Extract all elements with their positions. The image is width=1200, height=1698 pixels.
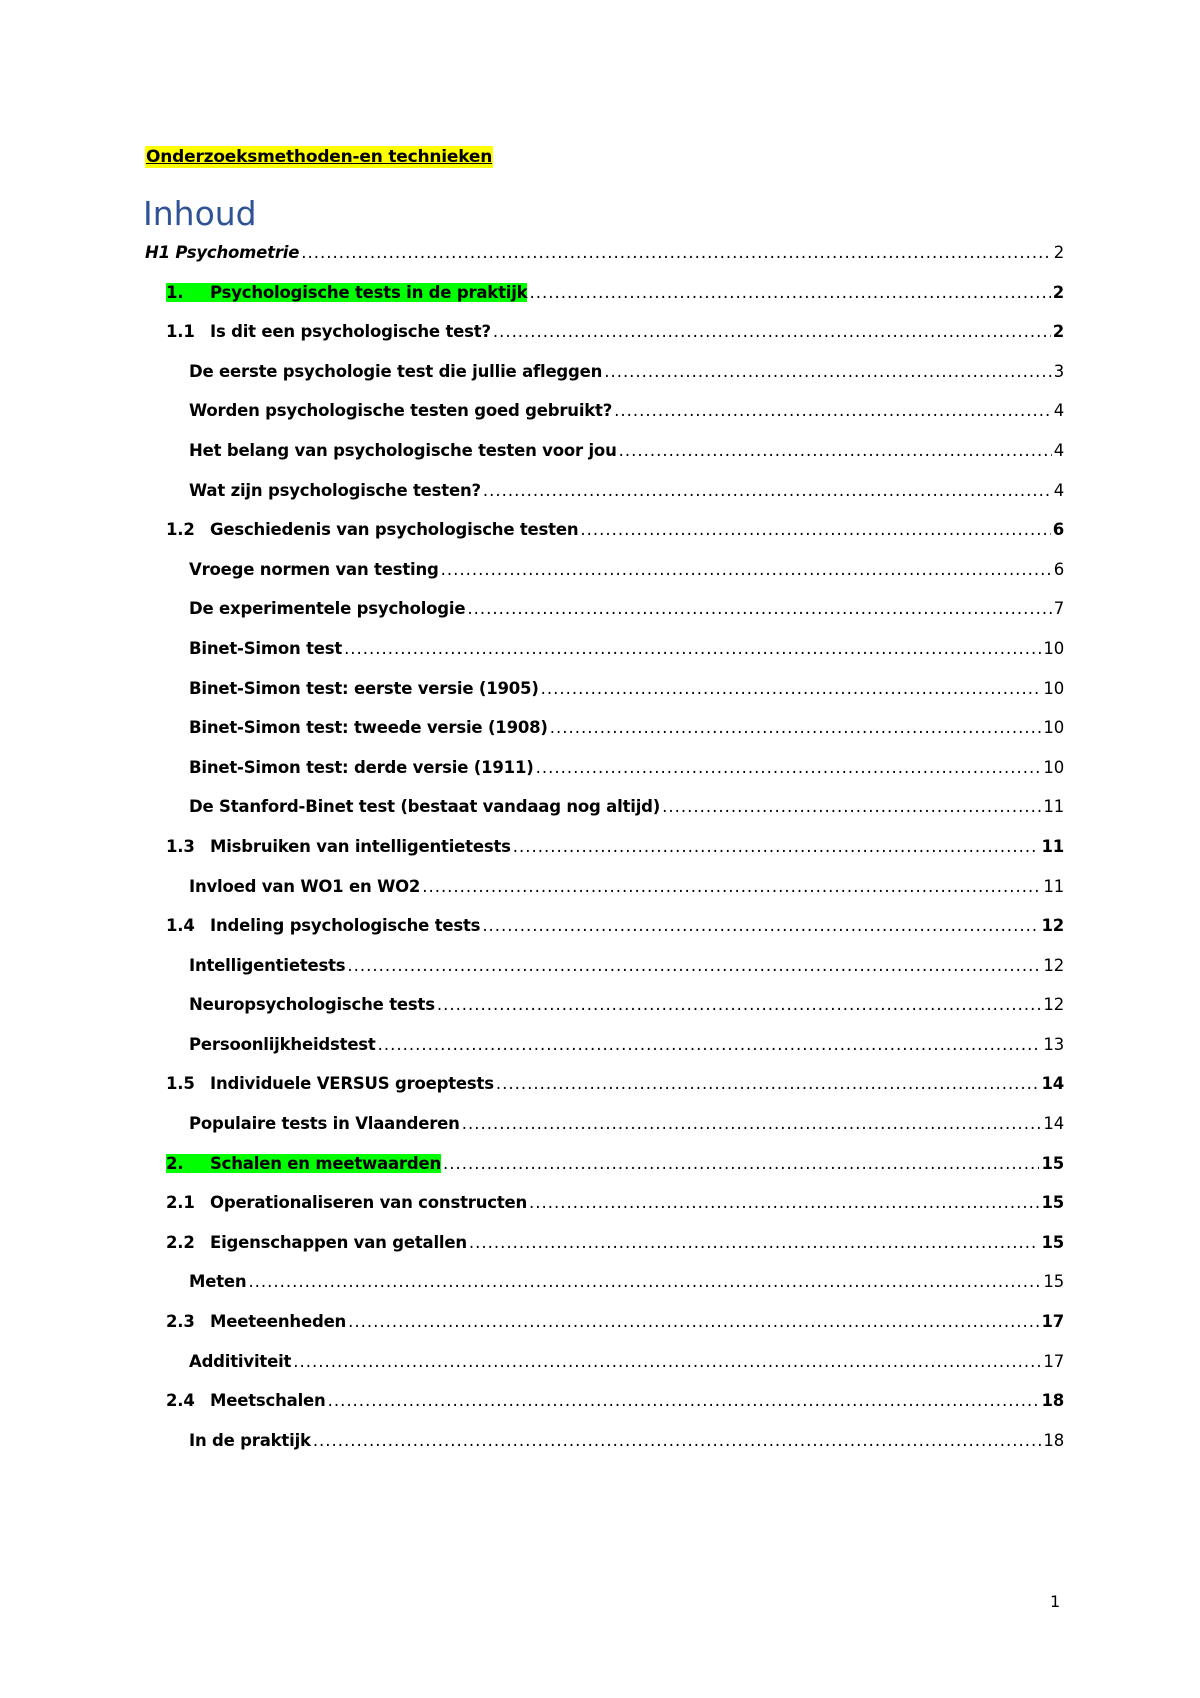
toc-entry-page-number: 4	[1053, 440, 1064, 460]
toc-entry-page-number: 2	[1052, 322, 1064, 342]
toc-entry-page-number: 10	[1043, 718, 1064, 738]
toc-entry-page-number: 10	[1043, 638, 1064, 658]
toc-entry-title	[166, 322, 491, 341]
toc-entry-number: 2.4	[166, 1391, 195, 1411]
dot-leader	[493, 322, 1051, 341]
toc-entry-text: Neuropsychologische tests	[189, 995, 435, 1015]
highlighted-section-title	[166, 283, 527, 302]
toc-entry[interactable]	[145, 283, 1064, 323]
toc-entry[interactable]	[145, 956, 1064, 996]
toc-entry-number: 1.4	[166, 916, 195, 936]
dot-leader	[541, 679, 1042, 698]
toc-entry-title	[166, 1312, 346, 1331]
dot-leader	[462, 1114, 1042, 1133]
toc-entry-title	[189, 679, 539, 698]
toc-entry-page-number: 15	[1041, 1232, 1064, 1252]
toc-entry[interactable]	[145, 1114, 1064, 1154]
toc-entry-title	[166, 1074, 494, 1093]
toc-entry-text: De eerste psychologie test die jullie afleggen	[189, 361, 603, 381]
toc-entry[interactable]	[145, 877, 1064, 917]
toc-entry[interactable]	[145, 520, 1064, 560]
toc-entry-page-number: 12	[1043, 995, 1064, 1015]
toc-entry-text: Is dit een psychologische test?	[210, 322, 491, 342]
toc-entry-title	[189, 1352, 291, 1371]
toc-entry-number: 2.2	[166, 1232, 195, 1252]
dot-leader	[483, 481, 1052, 500]
toc-entry-page-number: 10	[1043, 757, 1064, 777]
toc-entry[interactable]	[145, 362, 1064, 402]
toc-entry[interactable]	[145, 1074, 1064, 1114]
toc-entry-page-number: 18	[1041, 1391, 1064, 1411]
toc-entry[interactable]	[145, 1312, 1064, 1352]
dot-leader	[443, 1154, 1039, 1173]
toc-entry[interactable]	[145, 1431, 1064, 1471]
toc-entry-title	[189, 995, 435, 1014]
toc-entry[interactable]	[145, 401, 1064, 441]
toc-entry-title	[189, 877, 420, 896]
toc-entry-number: 2.	[166, 1153, 184, 1173]
toc-entry-page-number: 14	[1041, 1074, 1064, 1094]
toc-entry-number: 1.2	[166, 520, 195, 540]
toc-entry-text: Populaire tests in Vlaanderen	[189, 1114, 460, 1134]
toc-entry[interactable]	[145, 758, 1064, 798]
toc-entry-text: Vroege normen van testing	[189, 559, 439, 579]
toc-entry-title	[189, 758, 534, 777]
toc-entry-title	[166, 837, 511, 856]
toc-entry-number: 1.	[166, 282, 184, 302]
toc-entry-text: Operationaliseren van constructen	[210, 1193, 528, 1213]
toc-entry-text: Geschiedenis van psychologische testen	[210, 520, 579, 540]
toc-entry-text: Binet-Simon test	[189, 638, 343, 658]
toc-entry-number: 1.3	[166, 836, 195, 856]
toc-entry[interactable]	[145, 1193, 1064, 1233]
toc-entry[interactable]	[145, 560, 1064, 600]
toc-entry-page-number: 13	[1043, 1034, 1064, 1054]
toc-entry[interactable]	[145, 916, 1064, 956]
dot-leader	[614, 401, 1052, 420]
toc-entry-title	[145, 243, 299, 262]
toc-entry-text: Wat zijn psychologische testen?	[189, 480, 481, 500]
toc-entry-text: Intelligentietests	[189, 955, 346, 975]
toc-entry-text: Binet-Simon test: tweede versie (1908)	[189, 718, 548, 738]
toc-entry-title	[189, 481, 481, 500]
toc-entry-page-number: 12	[1041, 916, 1064, 936]
toc-entry[interactable]	[145, 1352, 1064, 1392]
toc-entry-page-number: 15	[1041, 1153, 1064, 1173]
toc-entry-text: H1 Psychometrie	[145, 243, 300, 262]
toc-heading: Inhoud	[143, 194, 257, 233]
toc-entry-page-number: 4	[1053, 401, 1064, 421]
toc-entry-title	[189, 639, 342, 658]
dot-leader	[513, 837, 1040, 856]
toc-entry-text: De Stanford-Binet test (bestaat vandaag nog altijd)	[189, 797, 661, 817]
toc-entry[interactable]	[145, 1233, 1064, 1273]
dot-leader	[536, 758, 1042, 777]
toc-entry-page-number: 6	[1052, 520, 1064, 540]
dot-leader	[496, 1074, 1040, 1093]
toc-entry[interactable]	[145, 837, 1064, 877]
dot-leader	[328, 1391, 1040, 1410]
toc-entry-page-number: 10	[1043, 678, 1064, 698]
toc-entry-title	[189, 718, 548, 737]
toc-entry[interactable]	[145, 1035, 1064, 1075]
page-number: 1	[1050, 1592, 1061, 1611]
toc-entry-title	[189, 1035, 376, 1054]
dot-leader	[469, 1233, 1040, 1252]
toc-entry-page-number: 2	[1053, 243, 1064, 262]
toc-entry-text: Invloed van WO1 en WO2	[189, 876, 421, 896]
toc-entry-title	[189, 401, 612, 420]
toc-entry-title	[189, 599, 465, 618]
dot-leader	[313, 1431, 1042, 1450]
toc-entry-text: Meeteenheden	[210, 1312, 347, 1332]
toc-entry-number: 1.1	[166, 322, 195, 342]
toc-entry-text: Worden psychologische testen goed gebruikt?	[189, 401, 613, 421]
toc-entry-page-number: 11	[1043, 797, 1064, 817]
toc-entry[interactable]	[145, 481, 1064, 521]
toc-entry-text: Persoonlijkheidstest	[189, 1034, 376, 1054]
dot-leader	[662, 797, 1041, 816]
toc-entry-text: Binet-Simon test: eerste versie (1905)	[189, 678, 539, 698]
dot-leader	[467, 599, 1051, 618]
toc-entry[interactable]	[145, 599, 1064, 639]
table-of-contents	[145, 243, 1064, 1470]
toc-entry-title	[189, 797, 660, 816]
toc-entry-title	[166, 1193, 527, 1212]
toc-entry-title	[189, 441, 617, 460]
toc-entry-page-number: 11	[1041, 836, 1064, 856]
dot-leader	[441, 560, 1052, 579]
toc-entry-number: 2.3	[166, 1312, 195, 1332]
toc-entry-page-number: 15	[1043, 1272, 1064, 1292]
highlighted-section-title	[166, 1154, 441, 1173]
toc-entry-title	[189, 560, 439, 579]
toc-entry[interactable]	[145, 679, 1064, 719]
toc-entry-page-number: 17	[1041, 1312, 1064, 1332]
dot-leader	[619, 441, 1052, 460]
toc-entry[interactable]	[145, 639, 1064, 679]
toc-entry-text: Eigenschappen van getallen	[210, 1232, 467, 1252]
dot-leader	[437, 995, 1042, 1014]
toc-entry[interactable]	[145, 797, 1064, 837]
dot-leader	[293, 1352, 1041, 1371]
dot-leader	[347, 956, 1041, 975]
toc-entry[interactable]	[145, 322, 1064, 362]
toc-entry-title	[189, 362, 602, 381]
toc-entry-title	[166, 916, 480, 935]
toc-entry-text: In de praktijk	[189, 1430, 311, 1450]
toc-entry[interactable]	[145, 995, 1064, 1035]
toc-entry[interactable]	[145, 441, 1064, 481]
dot-leader	[529, 283, 1050, 302]
toc-entry-title	[166, 520, 578, 539]
toc-entry-page-number: 7	[1053, 599, 1064, 619]
toc-entry[interactable]	[145, 1391, 1064, 1431]
toc-entry-title	[189, 956, 345, 975]
toc-entry-page-number: 17	[1043, 1351, 1064, 1371]
toc-entry-page-number: 11	[1043, 876, 1064, 896]
toc-entry-page-number: 18	[1043, 1430, 1064, 1450]
toc-entry-text: Het belang van psychologische testen voor jou	[189, 440, 617, 460]
toc-entry-text: Indeling psychologische tests	[210, 916, 481, 936]
toc-entry-text: Schalen en meetwaarden	[210, 1153, 442, 1173]
toc-entry-text: De experimentele psychologie	[189, 599, 466, 619]
dot-leader	[422, 877, 1041, 896]
dot-leader	[529, 1193, 1039, 1212]
dot-leader	[301, 243, 1051, 262]
toc-entry-page-number: 4	[1053, 480, 1064, 500]
toc-entry[interactable]	[145, 1154, 1064, 1194]
toc-entry-page-number: 14	[1043, 1114, 1064, 1134]
toc-entry-number: 2.1	[166, 1193, 195, 1213]
toc-entry[interactable]	[145, 718, 1064, 758]
dot-leader	[604, 362, 1051, 381]
toc-entry-page-number: 6	[1053, 559, 1064, 579]
dot-leader	[344, 639, 1041, 658]
toc-entry-text: Psychologische tests in de praktijk	[210, 282, 528, 302]
toc-entry[interactable]	[145, 243, 1064, 283]
toc-entry-page-number: 15	[1041, 1193, 1064, 1213]
toc-entry-text: Individuele VERSUS groeptests	[210, 1074, 494, 1094]
toc-entry-text: Additiviteit	[189, 1351, 292, 1371]
toc-entry-page-number: 12	[1043, 955, 1064, 975]
toc-entry-text: Meetschalen	[210, 1391, 326, 1411]
toc-entry-number: 1.5	[166, 1074, 195, 1094]
dot-leader	[378, 1035, 1042, 1054]
dot-leader	[580, 520, 1050, 539]
dot-leader	[550, 718, 1042, 737]
dot-leader	[348, 1312, 1039, 1331]
toc-entry-text: Binet-Simon test: derde versie (1911)	[189, 757, 534, 777]
document-header-title: Onderzoeksmethoden-en technieken	[146, 147, 493, 167]
toc-entry-title	[189, 1431, 311, 1450]
toc-entry-page-number: 2	[1052, 282, 1064, 302]
dot-leader	[482, 916, 1039, 935]
toc-entry-title	[189, 1272, 246, 1291]
toc-entry-page-number: 3	[1053, 361, 1064, 381]
dot-leader	[248, 1272, 1041, 1291]
toc-entry-title	[166, 1233, 467, 1252]
toc-entry-title	[166, 1391, 326, 1410]
toc-entry-title	[189, 1114, 460, 1133]
toc-entry[interactable]	[145, 1272, 1064, 1312]
toc-entry-text: Misbruiken van intelligentietests	[210, 836, 511, 856]
toc-entry-text: Meten	[189, 1272, 247, 1292]
